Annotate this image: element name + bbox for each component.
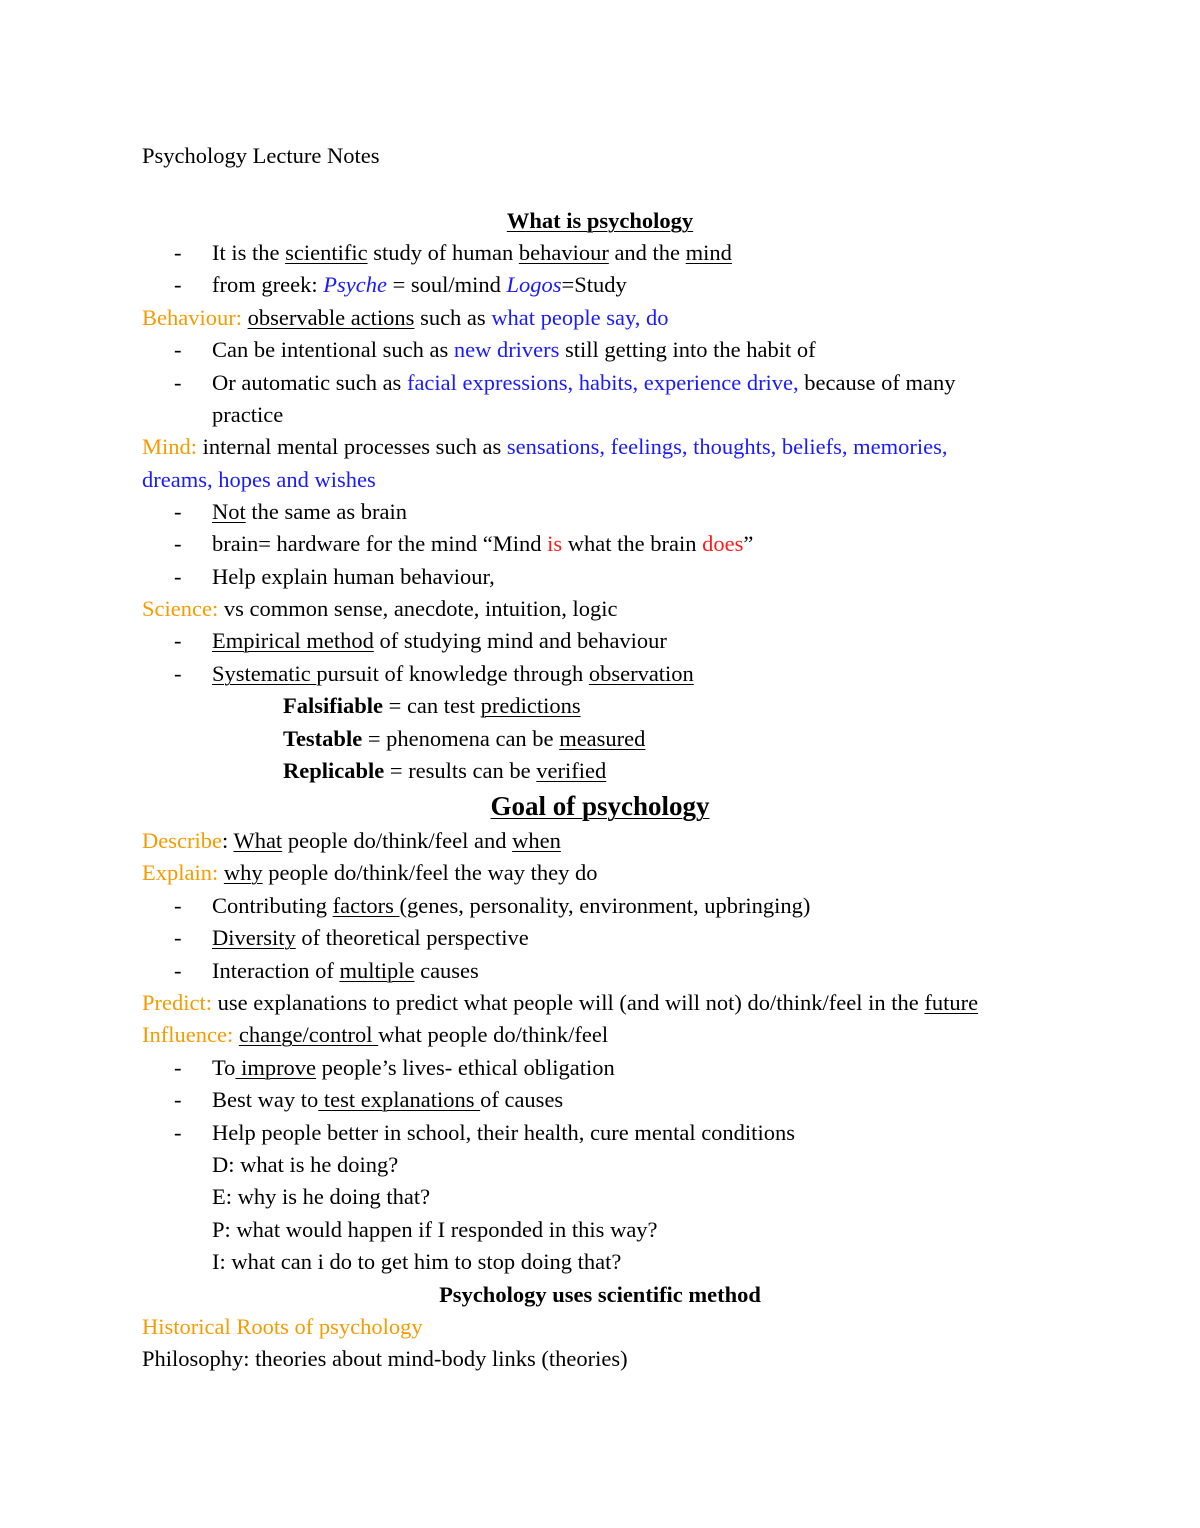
bullet-help-people: Help people better in school, their health, cure mental conditions [212, 1120, 795, 1145]
criterion-falsifiable: Falsifiable = can test predictions [283, 693, 581, 718]
heading-goal-of-psychology: Goal of psychology [490, 791, 710, 821]
term-science: Science: vs common sense, anecdote, intuition, logic [142, 596, 618, 621]
bullet-dash: - [174, 272, 182, 297]
bullet-automatic: Or automatic such as facial expressions, habits, experience drive, because of many [212, 370, 956, 395]
bullet-test-explanations: Best way to test explanations of causes [212, 1087, 564, 1112]
bullet-dash: - [174, 1120, 182, 1145]
bullet-diversity: Diversity of theoretical perspective [212, 925, 529, 950]
heading-historical-roots: Historical Roots of psychology [142, 1314, 423, 1339]
example-predict: P: what would happen if I responded in this way? [212, 1217, 658, 1242]
bullet-help-explain: Help explain human behaviour, [212, 564, 495, 589]
term-mind: Mind: internal mental processes such as sensations, feelings, thoughts, beliefs, memories, [142, 434, 948, 459]
goal-influence: Influence: change/control what people do/think/feel [142, 1022, 609, 1047]
bullet-dash: - [174, 531, 182, 556]
goal-predict: Predict: use explanations to predict what people will (and will not) do/think/feel in the future [142, 990, 979, 1015]
bullet-dash: - [174, 661, 182, 686]
term-behaviour: Behaviour: observable actions such as what people say, do [142, 305, 669, 330]
bullet-dash: - [174, 958, 182, 983]
criterion-testable: Testable = phenomena can be measured [283, 726, 646, 751]
document-title: Psychology Lecture Notes [142, 143, 380, 168]
bullet-empirical: Empirical method of studying mind and behaviour [212, 628, 667, 653]
bullet-interaction: Interaction of multiple causes [212, 958, 479, 983]
bullet-contributing-factors: Contributing factors (genes, personality, environment, upbringing) [212, 893, 811, 918]
bullet-dash: - [174, 370, 182, 395]
bullet-greek-origin: from greek: Psyche = soul/mind Logos=Study [212, 272, 627, 297]
bullet-dash: - [174, 499, 182, 524]
criterion-replicable: Replicable = results can be verified [283, 758, 607, 783]
example-influence: I: what can i do to get him to stop doing that? [212, 1249, 622, 1274]
heading-scientific-method: Psychology uses scientific method [439, 1282, 761, 1307]
goal-describe: Describe: What people do/think/feel and when [142, 828, 561, 853]
bullet-definition: It is the scientific study of human behaviour and the mind [212, 240, 732, 265]
bullet-intentional: Can be intentional such as new drivers still getting into the habit of [212, 337, 816, 362]
bullet-systematic: Systematic pursuit of knowledge through observation [212, 661, 694, 686]
bullet-dash: - [174, 337, 182, 362]
goal-explain: Explain: why people do/think/feel the way they do [142, 860, 598, 885]
bullet-automatic-continued: practice [212, 402, 284, 427]
bullet-not-brain: Not the same as brain [212, 499, 407, 524]
bullet-improve: To improve people’s lives- ethical obligation [212, 1055, 615, 1080]
bullet-dash: - [174, 628, 182, 653]
bullet-dash: - [174, 240, 182, 265]
term-mind-continued: dreams, hopes and wishes [142, 467, 376, 492]
heading-what-is-psychology: What is psychology [506, 208, 694, 233]
example-describe: D: what is he doing? [212, 1152, 399, 1177]
bullet-brain-hardware: brain= hardware for the mind “Mind is what the brain does” [212, 531, 754, 556]
bullet-dash: - [174, 564, 182, 589]
bullet-dash: - [174, 1087, 182, 1112]
bullet-dash: - [174, 893, 182, 918]
bullet-dash: - [174, 1055, 182, 1080]
philosophy-line: Philosophy: theories about mind-body links (theories) [142, 1346, 628, 1371]
bullet-dash: - [174, 925, 182, 950]
example-explain: E: why is he doing that? [212, 1184, 431, 1209]
